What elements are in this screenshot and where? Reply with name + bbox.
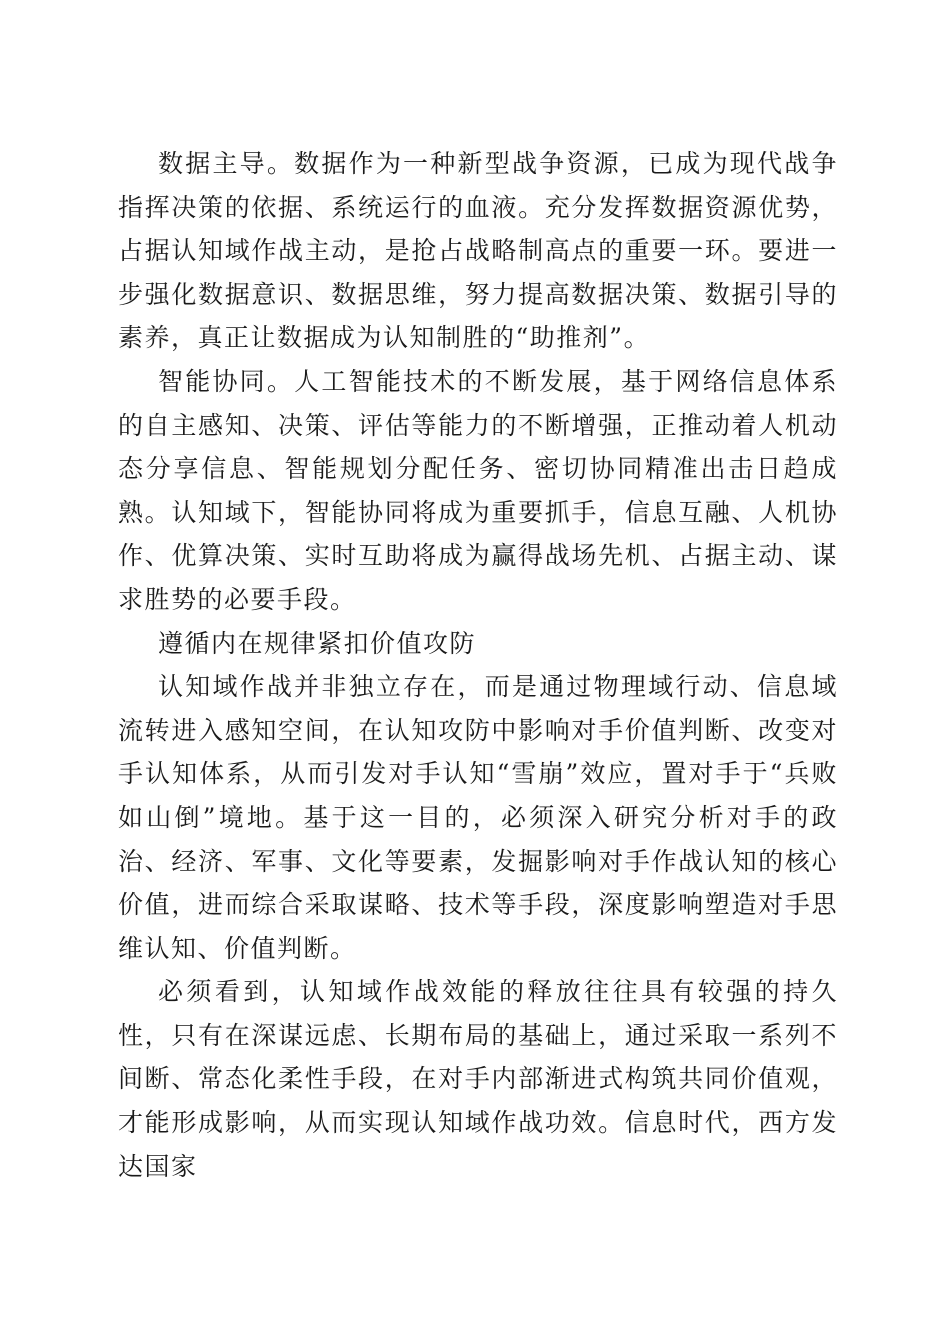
paragraph-data-dominance: 数据主导。数据作为一种新型战争资源，已成为现代战争指挥决策的依据、系统运行的血液。充分发挥数据资源优势，占据认知域作战主动，是抢占战略制高点的重要一环。要进一步强化数据意识、数据思维，努力提高数据决策、数据引导的素养，真正让数据成为认知制胜的“助推剂”。 (118, 149, 838, 353)
paragraph-intelligent-coordination: 智能协同。人工智能技术的不断发展，基于网络信息体系的自主感知、决策、评估等能力的不断增强，正推动着人机动态分享信息、智能规划分配任务、密切协同精准出击日趋成熟。认知域下，智能协同将成为重要抓手，信息互融、人机协作、优算决策、实时互助将成为赢得战场先机、占据主动、谋求胜势的必要手段。 (118, 366, 838, 614)
document-body (118, 142, 838, 1188)
paragraph-long-term-effect: 必须看到，认知域作战效能的释放往往具有较强的持久性，只有在深谋远虑、长期布局的基础上，通过采取一系列不间断、常态化柔性手段，在对手内部渐进式构筑共同价值观，才能形成影响，从而实现认知域作战功效。信息时代，西方发达国家 (118, 977, 838, 1181)
section-heading: 遵循内在规律紧扣价值攻防 (158, 628, 477, 658)
paragraph-cognitive-warfare: 认知域作战并非独立存在，而是通过物理域行动、信息域流转进入感知空间，在认知攻防中影响对手价值判断、改变对手认知体系，从而引发对手认知“雪崩”效应，置对手于“兵败如山倒”境地。基于这一目的，必须深入研究分析对手的政治、经济、军事、文化等要素，发掘影响对手作战认知的核心价值，进而综合采取谋略、技术等手段，深度影响塑造对手思维认知、价值判断。 (118, 672, 838, 963)
